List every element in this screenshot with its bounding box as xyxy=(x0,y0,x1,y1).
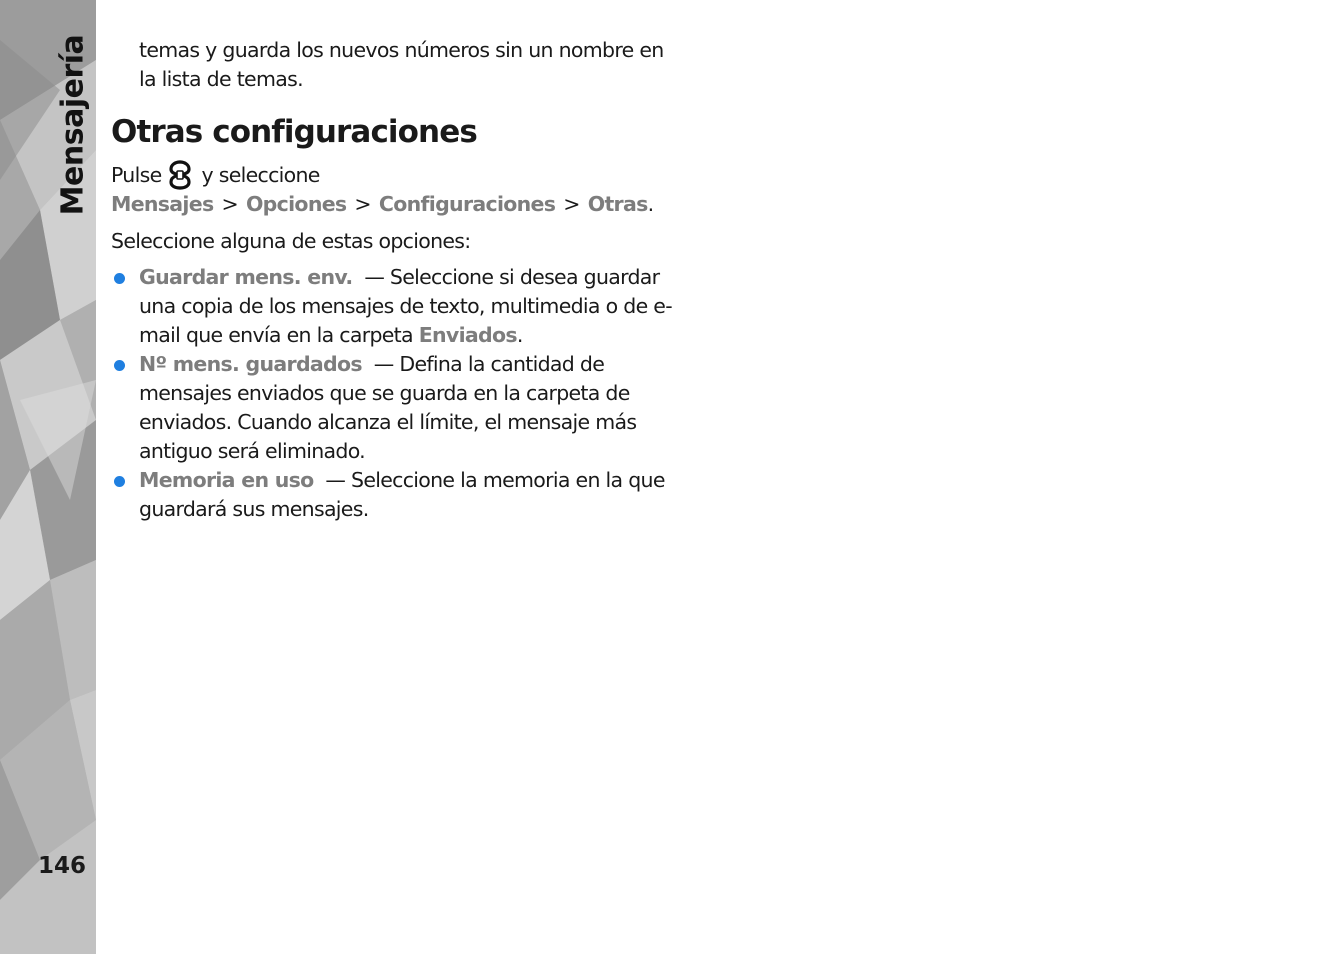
bullet-dot-icon xyxy=(114,476,125,487)
option-name: Memoria en uso xyxy=(139,468,314,492)
section-heading: Otras configuraciones xyxy=(111,114,477,150)
menu-configuraciones: Configuraciones xyxy=(378,192,556,216)
option-description: — Seleccione la memoria en la que guardará sus mensajes. xyxy=(139,468,665,521)
menu-otras: Otras xyxy=(587,192,648,216)
continued-paragraph: temas y guarda los nuevos números sin un nombre en la lista de temas. xyxy=(139,38,664,91)
option-description: — Defina la cantidad de mensajes enviados que se guarda en la carpeta de enviados. Cuando alcanza el límite, el mensaje más antiguo será eliminado. xyxy=(139,352,637,463)
instruction-prefix: Pulse xyxy=(111,163,162,187)
menu-separator: > xyxy=(563,192,580,216)
bullet-dot-icon xyxy=(114,273,125,284)
menu-separator: > xyxy=(354,192,371,216)
option-name: Guardar mens. env. xyxy=(139,265,353,289)
page-content xyxy=(111,36,691,524)
options-list xyxy=(111,263,681,524)
section-title: Mensajería xyxy=(55,34,91,216)
menu-opciones: Opciones xyxy=(245,192,347,216)
menu-separator: > xyxy=(221,192,238,216)
intro-paragraph: Seleccione alguna de estas opciones: xyxy=(111,229,471,253)
menu-key-icon xyxy=(167,160,193,190)
side-band xyxy=(0,0,96,954)
instruction-paragraph xyxy=(111,160,681,219)
list-item xyxy=(111,263,681,350)
instruction-after-icon: y seleccione xyxy=(201,163,320,187)
bullet-dot-icon xyxy=(114,360,125,371)
menu-enviados: Enviados xyxy=(418,323,517,347)
list-item xyxy=(111,350,681,466)
list-item xyxy=(111,466,681,524)
option-description-end: . xyxy=(516,323,523,347)
page-number: 146 xyxy=(38,853,87,879)
option-description: — Seleccione si desea guardar una copia de los mensajes de texto, multimedia o de e-mail que envía en la carpeta xyxy=(139,265,672,347)
option-name: Nº mens. guardados xyxy=(139,352,362,376)
menu-mensajes: Mensajes xyxy=(111,192,214,216)
instruction-end: . xyxy=(647,192,654,216)
